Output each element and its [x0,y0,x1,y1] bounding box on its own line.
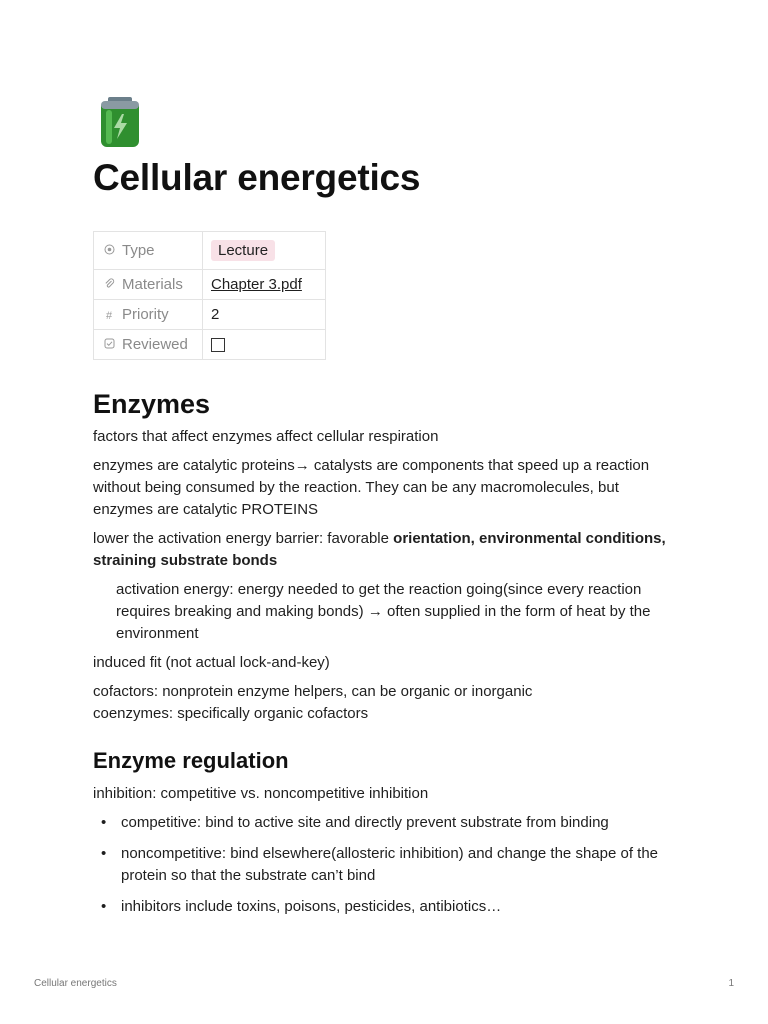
type-tag[interactable]: Lecture [211,240,275,261]
page-title: Cellular energetics [93,157,421,198]
list-item: • noncompetitive: bind elsewhere(allosteric inhibition) and change the shape of the protein so that the substrate can’t bind [93,843,683,887]
property-key-materials: Materials [122,276,183,293]
paragraph: inhibition: competitive vs. noncompetitive inhibition [93,785,429,802]
property-type [94,232,326,270]
heading-enzymes: Enzymes [93,389,211,419]
list-item: • competitive: bind to active site and directly prevent substrate from binding [93,812,683,834]
property-materials [94,270,326,300]
paperclip-icon [102,278,116,292]
reviewed-checkbox[interactable] [211,338,225,352]
battery-icon [97,96,143,148]
bold-text: orientation, environmental conditions, straining substrate bonds [93,530,666,569]
paragraph [93,681,683,725]
hash-icon: # [105,310,113,322]
bullet-list [93,812,683,918]
text-line: coenzymes: specifically organic cofactors [93,705,369,722]
paragraph: factors that affect enzymes affect cellular respiration [93,428,439,445]
paragraph [93,528,683,572]
text-line: cofactors: nonprotein enzyme helpers, can be organic or inorganic [93,683,533,700]
indented-paragraph: activation energy: energy needed to get the reaction going(since every reaction requires breaking and making bonds) → often supplied in the form of heat by the environment [116,581,651,642]
materials-file-link[interactable]: Chapter 3.pdf [211,276,302,293]
list-item: • inhibitors include toxins, poisons, pesticides, antibiotics… [93,896,683,918]
property-priority [94,300,326,330]
dot-circle-icon [102,244,116,258]
paragraph: induced fit (not actual lock-and-key) [93,654,330,671]
property-reviewed [94,330,326,360]
paragraph: enzymes are catalytic proteins→ catalysts are components that speed up a reaction without being consumed by the reaction. They can be any macromolecules, but enzymes are catalytic PROTEINS [93,457,650,518]
priority-value[interactable]: 2 [211,306,220,323]
page-number: 1 [728,978,734,989]
property-key-reviewed: Reviewed [122,336,188,353]
text-span: lower the activation energy barrier: favorable [93,530,394,547]
properties-table [93,231,326,360]
checkbox-icon [102,338,116,352]
heading-enzyme-regulation: Enzyme regulation [93,748,289,773]
property-key-priority: Priority [122,306,169,323]
property-key-type: Type [122,242,155,259]
footer-title: Cellular energetics [34,978,117,989]
page-content [93,96,683,927]
